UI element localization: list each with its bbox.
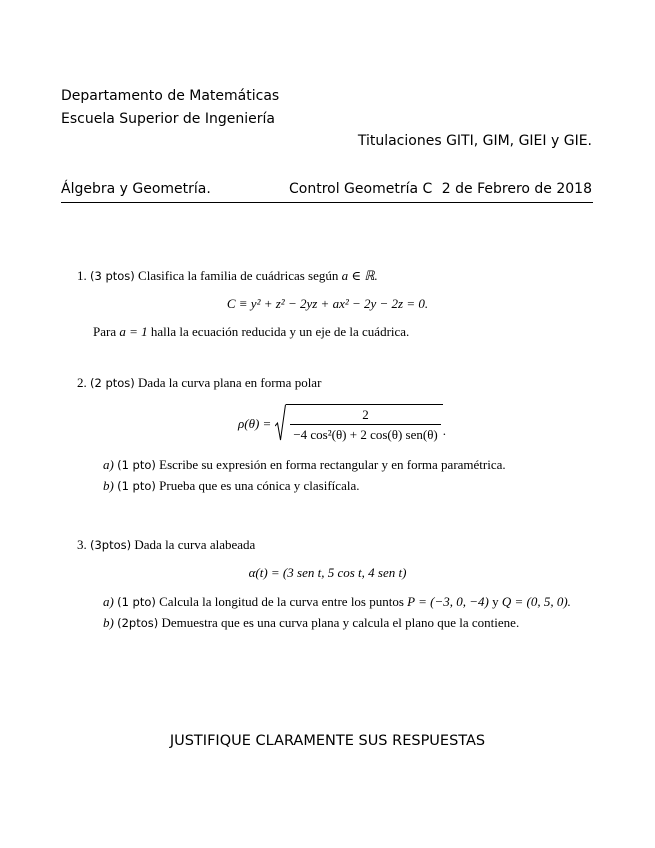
problem-points: (2 ptos) — [90, 376, 135, 390]
problem-1-equation — [0, 296, 655, 312]
problem-text: Clasifica la familia de cuádricas según — [138, 268, 339, 283]
part-points: (2ptos) — [117, 616, 159, 630]
quadric-equation: C ≡ y² + z² − 2yz + ax² − 2y − 2z = 0. — [226, 296, 429, 311]
part-label: b) — [103, 615, 114, 630]
part-text: Demuestra que es una curva plana y calcula el plano que la contiene. — [161, 615, 520, 630]
part-points: (1 pto) — [117, 458, 156, 472]
problem-3-part-a — [103, 594, 571, 610]
part-label: a) — [103, 594, 114, 609]
fraction-numerator: 2 — [362, 407, 369, 422]
problem-2-part-b — [103, 478, 359, 494]
department-name: Departamento de Matemáticas — [61, 88, 280, 104]
radical-sign-icon — [275, 404, 286, 442]
problem-text: Dada la curva alabeada — [134, 537, 256, 552]
problem-3-equation — [0, 565, 655, 581]
problem-points: (3ptos) — [90, 538, 132, 552]
square-root — [275, 404, 442, 443]
problem-3-statement — [77, 537, 255, 553]
course-title: Álgebra y Geometría. — [61, 181, 211, 197]
part-points: (1 pto) — [117, 595, 156, 609]
point-q: Q = (0, 5, 0). — [501, 594, 571, 609]
problem-condition: a ∈ ℝ. — [341, 268, 378, 283]
problem-number: 1. — [77, 268, 87, 283]
polar-lhs: ρ(θ) = — [238, 415, 272, 431]
header-rule — [61, 202, 593, 203]
part-text: Calcula la longitud de la curva entre los puntos — [159, 594, 404, 609]
followup-post: halla la ecuación reducida y un eje de la cuádrica. — [150, 324, 410, 339]
part-label: a) — [103, 457, 114, 472]
part-text: Prueba que es una cónica y clasifícala. — [159, 478, 360, 493]
point-p: P = (−3, 0, −4) — [407, 594, 489, 609]
school-name: Escuela Superior de Ingeniería — [61, 111, 275, 127]
fraction-denominator: −4 cos²(θ) + 2 cos(θ) sen(θ) — [290, 424, 440, 443]
problem-1-followup — [93, 324, 409, 340]
part-points: (1 pto) — [117, 479, 156, 493]
polar-fraction — [290, 407, 440, 443]
problem-2-part-a — [103, 457, 506, 473]
problem-points: (3 ptos) — [90, 269, 135, 283]
curve-equation: α(t) = (3 sen t, 5 cos t, 4 sen t) — [248, 565, 407, 580]
exam-date: 2 de Febrero de 2018 — [441, 181, 592, 197]
problem-text: Dada la curva plana en forma polar — [138, 375, 322, 390]
problem-3-part-b — [103, 615, 519, 631]
followup-condition: a = 1 — [119, 324, 148, 339]
degrees-line: Titulaciones GITI, GIM, GIEI y GIE. — [357, 133, 592, 149]
footer-instruction: JUSTIFIQUE CLARAMENTE SUS RESPUESTAS — [169, 733, 486, 749]
part-joiner: y — [492, 594, 499, 609]
problem-2-statement — [77, 375, 321, 391]
problem-2-equation — [238, 404, 446, 443]
part-label: b) — [103, 478, 114, 493]
equation-period: . — [442, 423, 447, 438]
followup-pre: Para — [93, 324, 117, 339]
exam-title: Control Geometría C — [289, 181, 433, 197]
part-text: Escribe su expresión en forma rectangular y en forma paramétrica. — [159, 457, 506, 472]
problem-number: 2. — [77, 375, 87, 390]
problem-1-statement — [77, 268, 378, 284]
problem-number: 3. — [77, 537, 87, 552]
